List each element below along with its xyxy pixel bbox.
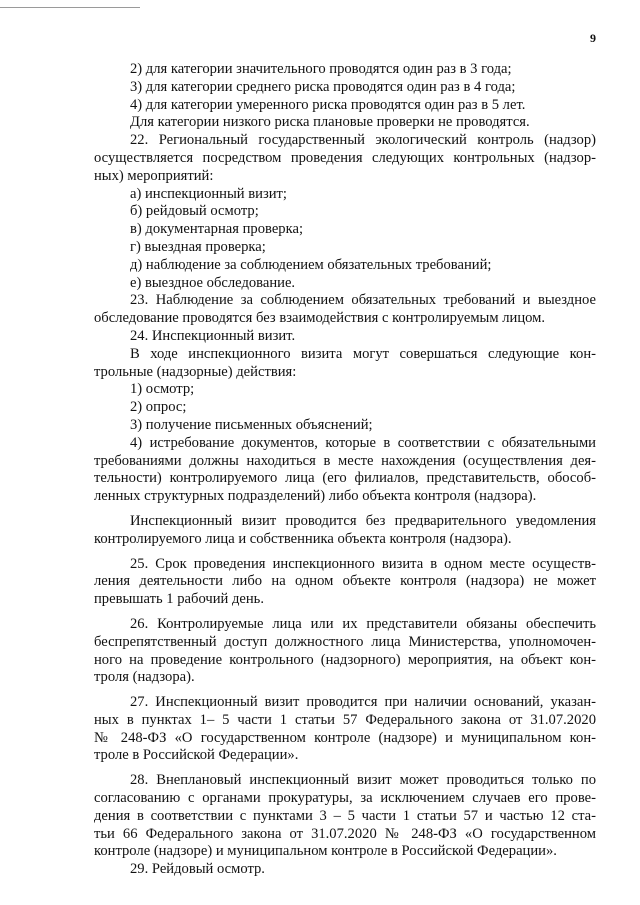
text-line: согласованию с органами прокуратуры, за исключением случаев его прове- [94, 790, 596, 807]
text-line: требованиями должны находиться в месте нахождения (осуществления дея- [94, 452, 596, 469]
text-line: 24. Инспекционный визит. [130, 327, 296, 344]
text-line: ных) мероприятий: [94, 167, 214, 184]
text-line: 28. Внеплановый инспекционный визит может проводиться только по [130, 772, 596, 789]
text-line: ного на проведение контрольного (надзорного) мероприятия, на объект кон- [94, 651, 596, 668]
text-line: д) наблюдение за соблюдением обязательных требований; [130, 256, 492, 273]
text-line: 23. Наблюдение за соблюдением обязательных требований и выездное [130, 292, 596, 309]
text-line: 29. Рейдовый осмотр. [130, 861, 265, 878]
text-line: обследование проводятся без взаимодействия с контролируемым лицом. [94, 310, 546, 327]
text-line: контролируемого лица и собственника объекта контроля (надзора). [94, 530, 512, 547]
page-number: 9 [590, 31, 596, 45]
text-line: превышать 1 рабочий день. [94, 591, 264, 608]
text-line: 25. Срок проведения инспекционного визита в одном месте осуществ- [130, 555, 596, 572]
top-rule [0, 7, 140, 8]
text-line: беспрепятственный доступ должностного лица Министерства, уполномочен- [94, 633, 596, 650]
text-line: б) рейдовый осмотр; [130, 203, 259, 220]
text-line: 26. Контролируемые лица или их представители обязаны обеспечить [130, 615, 596, 632]
text-line: 2) опрос; [130, 399, 187, 416]
text-line: осуществляется посредством проведения следующих контрольных (надзор- [94, 149, 596, 166]
text-line: ленных структурных подразделений) либо объекта контроля (надзора). [94, 488, 537, 505]
text-line: тельности) контролируемого лица (его филиалов, представительств, обособ- [94, 470, 596, 487]
text-line: ных в пунктах 1– 5 части 1 статьи 57 Федерального закона от 31.07.2020 [94, 711, 596, 728]
text-line: Для категории низкого риска плановые проверки не проводятся. [130, 114, 530, 131]
text-line: г) выездная проверка; [130, 238, 266, 255]
text-line: № 248-ФЗ «О государственном контроле (надзоре) и муниципальном кон- [94, 729, 596, 746]
text-line: е) выездное обследование. [130, 274, 296, 291]
text-line: троле в Российской Федерации». [94, 747, 299, 764]
text-line: тьи 66 Федерального закона от 31.07.2020 № 248-ФЗ «О государственном [94, 825, 596, 842]
text-line: 4) истребование документов, которые в соответствии с обязательными [130, 434, 596, 451]
text-line: дения в соответствии с пунктами 3 – 5 части 1 статьи 57 и частью 12 ста- [94, 807, 596, 824]
text-line: ления деятельности либо на одном объекте контроля (надзора) не может [94, 573, 596, 590]
text-line: а) инспекционный визит; [130, 185, 287, 202]
text-line: контроле (надзоре) и муниципальном контроле в Российской Федерации». [94, 843, 557, 860]
text-line: 2) для категории значительного проводятся один раз в 3 года; [130, 61, 512, 77]
text-line: 3) для категории среднего риска проводятся один раз в 4 года; [130, 78, 516, 95]
text-line: В ходе инспекционного визита могут совершаться следующие кон- [130, 345, 596, 362]
text-line: троля (надзора). [94, 669, 195, 686]
text-line: 27. Инспекционный визит проводится при наличии оснований, указан- [130, 694, 596, 711]
text-line: трольные (надзорные) действия: [94, 363, 297, 380]
text-line: 3) получение письменных объяснений; [130, 416, 373, 433]
text-line: Инспекционный визит проводится без предварительного уведомления [130, 512, 596, 529]
text-line: 4) для категории умеренного риска проводятся один раз в 5 лет. [130, 96, 526, 113]
text-line: 22. Региональный государственный экологический контроль (надзор) [130, 132, 596, 149]
text-line: в) документарная проверка; [130, 221, 303, 238]
document-body [94, 61, 596, 879]
text-line: 1) осмотр; [130, 381, 195, 398]
